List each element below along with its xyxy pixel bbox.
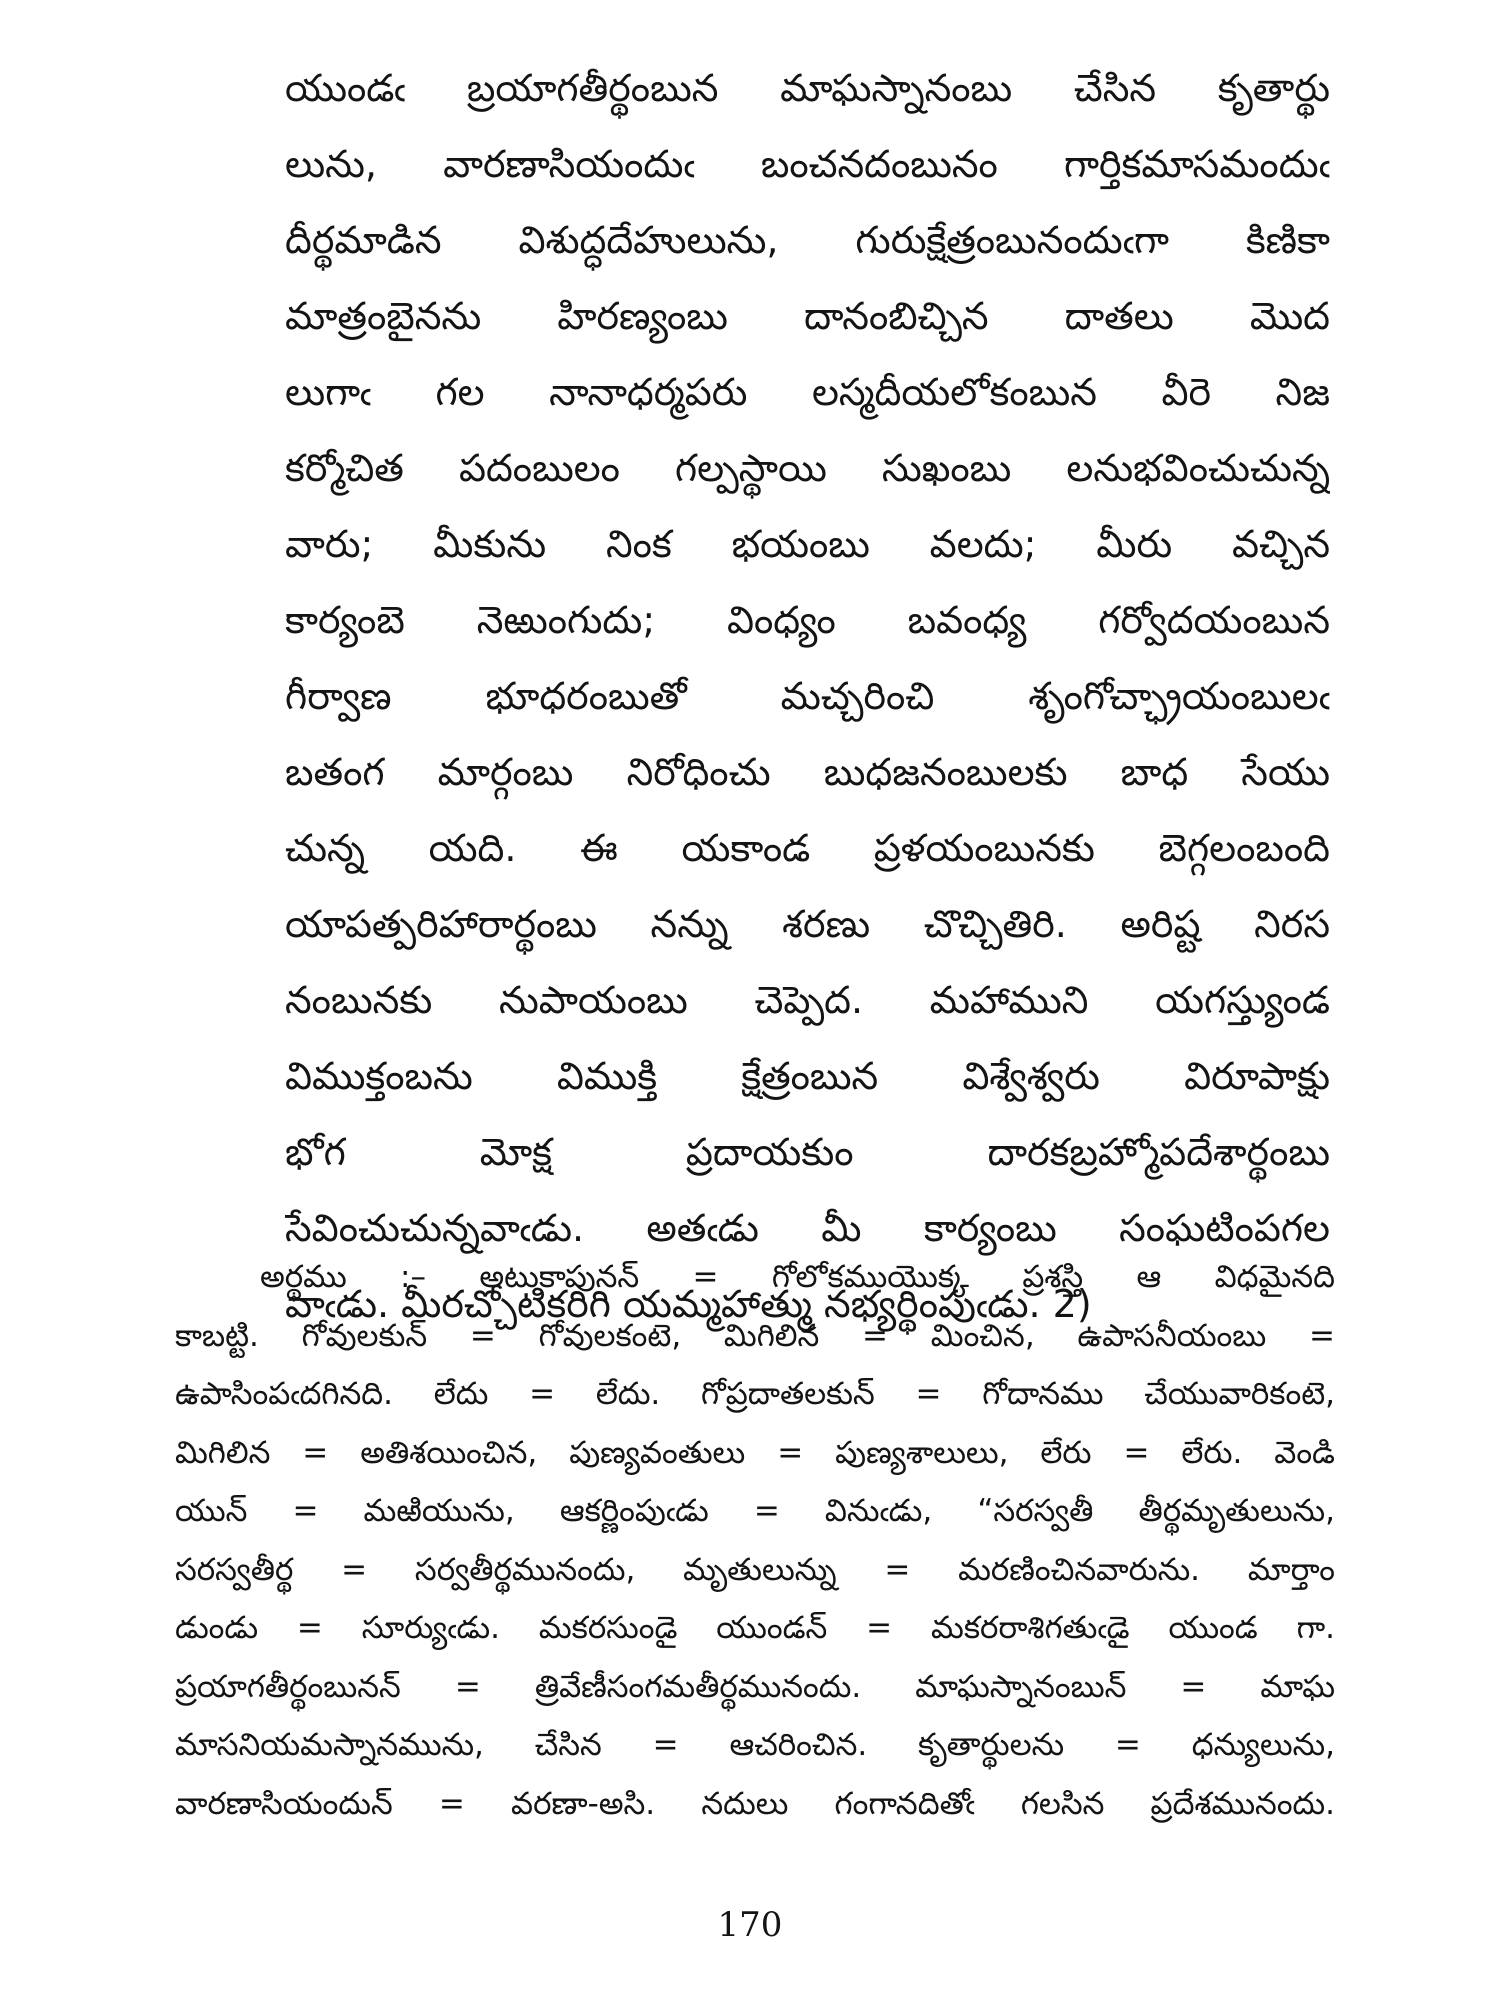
meaning-line: కాబట్టి. గోవులకున్ = గోవులకంటె, మిగిలిన = మించిన, ఉపాసనీయంబు = bbox=[175, 1317, 1335, 1354]
verse-line: లును, వారణాసియందుఁ బంచనదంబునం గార్తికమాసమందుఁ bbox=[285, 142, 1330, 186]
verse-line: సేవించుచున్నవాఁడు. అతఁడు మీ కార్యంబు సంఘటింపగల bbox=[285, 1206, 1330, 1250]
verse-line: గీర్వాణ భూధరంబుతో మచ్చరించి శృంగోచ్ఛ్రాయంబులఁ bbox=[285, 674, 1330, 718]
verse-line: యుండఁ బ్రయాగతీర్థంబున మాఘస్నానంబు చేసిన కృతార్థు bbox=[285, 66, 1330, 110]
meaning-line: అర్థము :– అటుకాపునన్ = గోలోకముయొక్క ప్రశస్తి ఆ విధమైనది bbox=[260, 1259, 1335, 1295]
meaning-line: సరస్వతీర్థ = సర్వతీర్థమునందు, మృతులున్ను = మరణించినవారును. మార్తాం bbox=[175, 1551, 1335, 1588]
verse-line: విముక్తంబను విముక్తి క్షేత్రంబున విశ్వేశ్వరు విరూపాక్షు bbox=[285, 1054, 1330, 1098]
verse-line: యాపత్పరిహారార్థంబు నన్ను శరణు చొచ్చితిరి. అరిష్ట నిరస bbox=[285, 902, 1330, 946]
meaning-block bbox=[175, 1248, 1335, 1833]
meaning-line: యున్ = మఱియును, ఆకర్ణింపుఁడు = వినుఁడు, “సరస్వతీ తీర్థమృతులును, bbox=[175, 1493, 1335, 1529]
verse-line: వాఁడు. మీరచ్చోటికరిగి యమ్మహాత్ము నభ్యర్థింపుఁడు. 2) bbox=[285, 1282, 1092, 1326]
verse-line: నంబునకు నుపాయంబు చెప్పెద. మహాముని యగస్త్యుండ bbox=[285, 978, 1330, 1022]
meaning-line: మిగిలిన = అతిశయించిన, పుణ్యవంతులు = పుణ్యశాలులు, లేరు = లేరు. వెండి bbox=[175, 1434, 1335, 1471]
verse-line: కర్మోచిత పదంబులం గల్పస్థాయి సుఖంబు లనుభవించుచున్న bbox=[285, 446, 1330, 490]
verse-line: భోగ మోక్ష ప్రదాయకుం దారకబ్రహ్మోపదేశార్థంబు bbox=[285, 1130, 1330, 1174]
meaning-line: మాసనియమస్నానమును, చేసిన = ఆచరించిన. కృతార్థులను = ధన్యులును, bbox=[175, 1727, 1335, 1763]
page-number: 170 bbox=[717, 1905, 783, 1945]
meaning-line: ప్రయాగతీర్థంబునన్ = త్రివేణీసంగమతీర్థమునందు. మాఘస్నానంబున్ = మాఘ bbox=[175, 1668, 1335, 1705]
meaning-line: వారణాసియందున్ = వరణా-అసి. నదులు గంగానదితోఁ గలసిన ప్రదేశమునందు. bbox=[175, 1785, 1335, 1822]
meaning-line: ఉపాసింపఁదగినది. లేదు = లేదు. గోప్రదాతలకున్ = గోదానము చేయువారికంటె, bbox=[175, 1376, 1335, 1412]
meaning-line: డుండు = సూర్యుఁడు. మకరసుండై యుండన్ = మకరరాశిగతుఁడై యుండ గా. bbox=[175, 1610, 1335, 1646]
verse-line: చున్న యది. ఈ యకాండ ప్రళయంబునకు బెగ్గలంబంది bbox=[285, 826, 1330, 870]
verse-line: దీర్థమాడిన విశుద్ధదేహులును, గురుక్షేత్రంబునందుఁగా కిణికా bbox=[285, 218, 1330, 262]
verse-line: మాత్రంబైనను హిరణ్యంబు దానంబిచ్చిన దాతలు మొద bbox=[285, 294, 1330, 338]
verse-line: బతంగ మార్గంబు నిరోధించు బుధజనంబులకు బాధ సేయు bbox=[285, 750, 1330, 794]
verse-block bbox=[285, 50, 1330, 1342]
verse-line: వారు; మీకును నింక భయంబు వలదు; మీరు వచ్చిన bbox=[285, 522, 1330, 566]
verse-line: కార్యంబె నెఱుంగుదు; వింధ్యం బవంధ్య గర్వోదయంబున bbox=[285, 598, 1330, 642]
verse-line: లుగాఁ గల నానాధర్మపరు లస్మదీయలోకంబున వీరె నిజ bbox=[285, 370, 1330, 414]
